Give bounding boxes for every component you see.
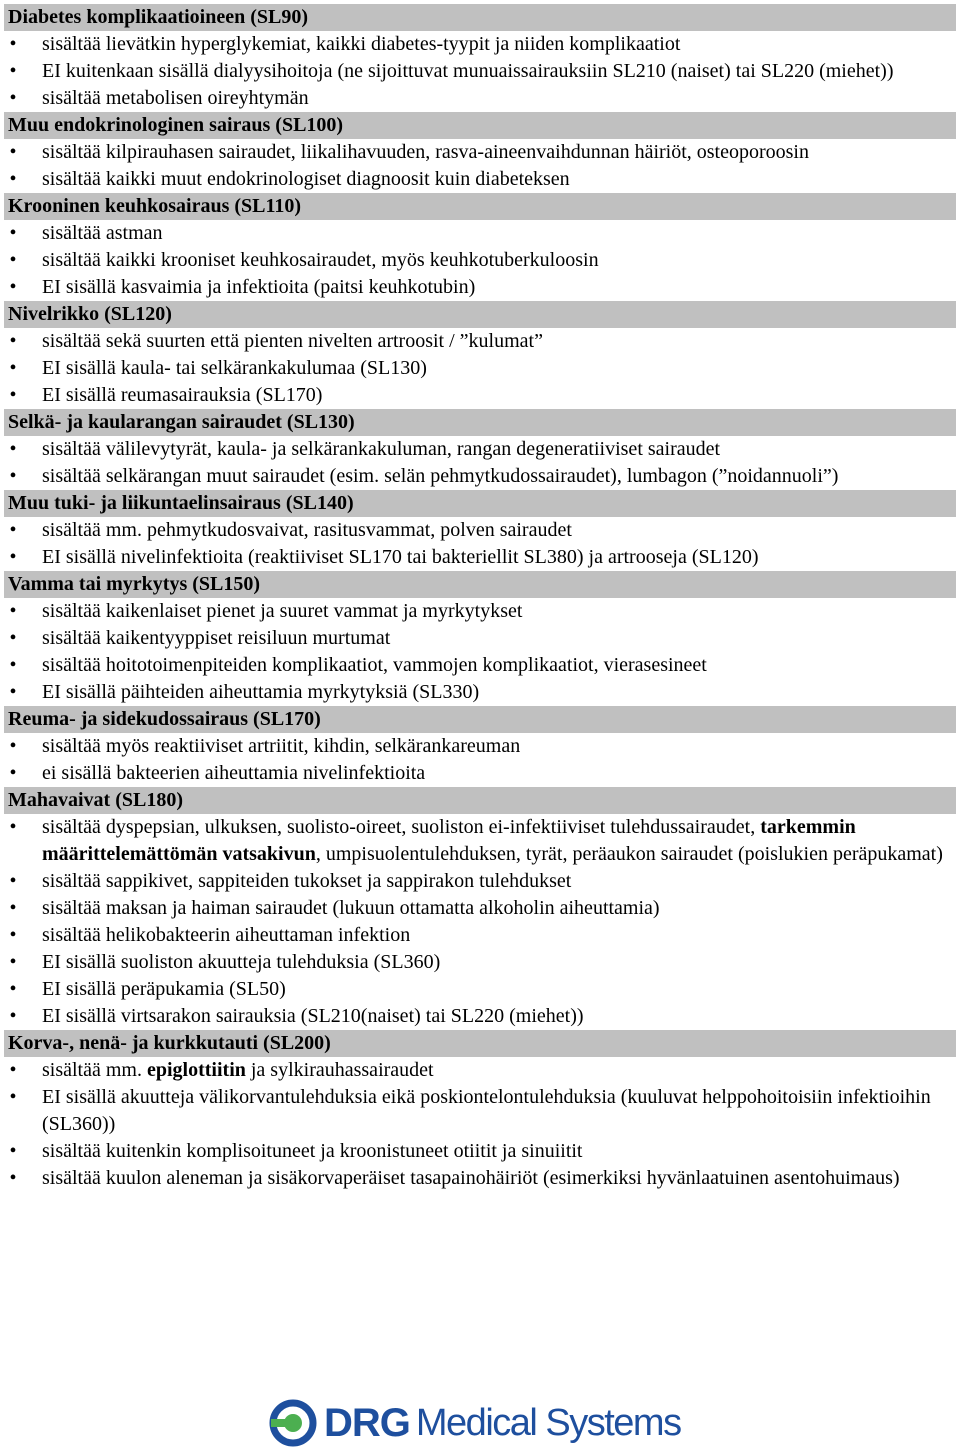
section-header: Reuma- ja sidekudossairaus (SL170): [4, 706, 956, 733]
item-text: ja sylkirauhassairaudet: [245, 1059, 434, 1081]
item-text: sisältää maksan ja haiman sairaudet (lukuun ottamatta alkoholin aiheuttamia): [42, 897, 660, 919]
list-item: [4, 355, 956, 382]
item-text: , umpisuolentulehduksen, tyrät, peräaukon sairaudet (poislukien peräpukamat): [315, 843, 943, 865]
bullet-icon: •: [9, 600, 17, 622]
section-items: [4, 436, 956, 490]
bullet-icon: •: [9, 951, 17, 973]
item-text: sisältää sappikivet, sappiteiden tukokset ja sappirakon tulehdukset: [42, 870, 572, 892]
section: [4, 787, 956, 1030]
drg-logo-icon: [268, 1398, 318, 1448]
logo-text: Medical Systems: [415, 1401, 681, 1444]
section-items: [4, 139, 956, 193]
bullet-icon: •: [9, 1140, 17, 1162]
item-text: sisältää astman: [42, 222, 163, 244]
list-item: [4, 679, 956, 706]
bullet-icon: •: [9, 276, 17, 298]
section: [4, 193, 956, 301]
section-items: [4, 598, 956, 706]
bullet-icon: •: [9, 735, 17, 757]
section-items: [4, 328, 956, 409]
bullet-icon: •: [9, 60, 17, 82]
list-item: [4, 31, 956, 58]
list-item: [4, 247, 956, 274]
list-item: [4, 436, 956, 463]
section-header: Muu tuki- ja liikuntaelinsairaus (SL140): [4, 490, 956, 517]
item-text: EI sisällä virtsarakon sairauksia (SL210(naiset) tai SL220 (miehet)): [42, 1005, 584, 1027]
list-item: [4, 895, 956, 922]
bullet-icon: •: [9, 357, 17, 379]
list-item: [4, 220, 956, 247]
item-text: sisältää kaikentyyppiset reisiluun murtumat: [42, 627, 391, 649]
bullet-icon: •: [9, 924, 17, 946]
bullet-icon: •: [9, 168, 17, 190]
section-header: Selkä- ja kaularangan sairaudet (SL130): [4, 409, 956, 436]
list-item: [4, 652, 956, 679]
section: [4, 112, 956, 193]
bullet-icon: •: [9, 627, 17, 649]
bullet-icon: •: [9, 762, 17, 784]
list-item: [4, 625, 956, 652]
section-items: [4, 1057, 956, 1192]
bullet-icon: •: [9, 222, 17, 244]
item-text: EI sisällä peräpukamia (SL50): [42, 978, 286, 1000]
list-item: [4, 922, 956, 949]
bullet-icon: •: [9, 897, 17, 919]
list-item: [4, 328, 956, 355]
item-text: EI sisällä reumasairauksia (SL170): [42, 384, 323, 406]
document-body: [4, 4, 956, 1192]
section: [4, 490, 956, 571]
item-text: sisältää dyspepsian, ulkuksen, suolisto-oireet, suoliston ei-infektiiviset tulehdussairaudet,: [42, 816, 761, 838]
item-text: sisältää kaikki krooniset keuhkosairaudet, myös keuhkotuberkuloosin: [42, 249, 599, 271]
item-text: sisältää kaikki muut endokrinologiset diagnoosit kuin diabeteksen: [42, 168, 570, 190]
item-text: sisältää välilevytyrät, kaula- ja selkärankakuluman, rangan degeneratiiviset sairaudet: [42, 438, 721, 460]
bold-text: epiglottiitin: [146, 1059, 246, 1081]
section: [4, 301, 956, 409]
bullet-icon: •: [9, 33, 17, 55]
logo-brand: DRG: [324, 1400, 410, 1445]
section: [4, 571, 956, 706]
list-item: [4, 463, 956, 490]
list-item: [4, 58, 956, 85]
section-header: Vamma tai myrkytys (SL150): [4, 571, 956, 598]
section: [4, 409, 956, 490]
section-header: Mahavaivat (SL180): [4, 787, 956, 814]
item-text: sisältää metabolisen oireyhtymän: [42, 87, 309, 109]
item-text: sisältää myös reaktiiviset artriitit, kihdin, selkärankareuman: [42, 735, 521, 757]
list-item: [4, 1057, 956, 1084]
bullet-icon: •: [9, 438, 17, 460]
list-item: [4, 760, 956, 787]
section-items: [4, 814, 956, 1030]
section: [4, 706, 956, 787]
list-item: [4, 733, 956, 760]
bullet-icon: •: [9, 654, 17, 676]
bullet-icon: •: [9, 249, 17, 271]
section-header: Nivelrikko (SL120): [4, 301, 956, 328]
item-text: sisältää hoitotoimenpiteiden komplikaatiot, vammojen komplikaatiot, vierasesineet: [42, 654, 707, 676]
bullet-icon: •: [9, 870, 17, 892]
list-item: [4, 166, 956, 193]
list-item: [4, 139, 956, 166]
item-text: sisältää helikobakteerin aiheuttaman infektion: [42, 924, 411, 946]
list-item: [4, 1165, 956, 1192]
section: [4, 4, 956, 112]
item-text: EI sisällä nivelinfektioita (reaktiiviset SL170 tai bakteriellit SL380) ja artrooseja (SL120): [42, 546, 759, 568]
item-text: sisältää kilpirauhasen sairaudet, liikalihavuuden, rasva-aineenvaihdunnan häiriöt, osteoporoosin: [42, 141, 809, 163]
list-item: [4, 814, 956, 868]
bullet-icon: •: [9, 519, 17, 541]
bullet-icon: •: [9, 465, 17, 487]
bullet-icon: •: [9, 1059, 17, 1081]
list-item: [4, 382, 956, 409]
item-text: sisältää lievätkin hyperglykemiat, kaikki diabetes-tyypit ja niiden komplikaatiot: [42, 33, 681, 55]
section-header: Muu endokrinologinen sairaus (SL100): [4, 112, 956, 139]
item-text: sisältää mm.: [42, 1059, 147, 1081]
company-logo: [268, 1398, 681, 1448]
item-text: EI sisällä suoliston akuutteja tulehduksia (SL360): [42, 951, 441, 973]
bullet-icon: •: [9, 87, 17, 109]
section-items: [4, 220, 956, 301]
item-text: EI sisällä kasvaimia ja infektioita (paitsi keuhkotubin): [42, 276, 476, 298]
bullet-icon: •: [9, 1086, 17, 1108]
list-item: [4, 274, 956, 301]
list-item: [4, 949, 956, 976]
list-item: [4, 517, 956, 544]
list-item: [4, 85, 956, 112]
bullet-icon: •: [9, 1167, 17, 1189]
list-item: [4, 1003, 956, 1030]
list-item: [4, 976, 956, 1003]
item-text: sisältää kuitenkin komplisoituneet ja kroonistuneet otiitit ja sinuiitit: [42, 1140, 583, 1162]
item-text: sisältää mm. pehmytkudosvaivat, rasitusvammat, polven sairaudet: [42, 519, 572, 541]
bullet-icon: •: [9, 978, 17, 1000]
bullet-icon: •: [9, 1005, 17, 1027]
bullet-icon: •: [9, 330, 17, 352]
list-item: [4, 868, 956, 895]
section-items: [4, 733, 956, 787]
section-items: [4, 517, 956, 571]
list-item: [4, 598, 956, 625]
item-text: sisältää kaikenlaiset pienet ja suuret vammat ja myrkytykset: [42, 600, 523, 622]
item-text: ei sisällä bakteerien aiheuttamia nivelinfektioita: [42, 762, 426, 784]
bullet-icon: •: [9, 141, 17, 163]
item-text: EI sisällä päihteiden aiheuttamia myrkytyksiä (SL330): [42, 681, 480, 703]
bullet-icon: •: [9, 816, 17, 838]
section-header: Diabetes komplikaatioineen (SL90): [4, 4, 956, 31]
bold-text: tarkemmin määrittelemättömän vatsakivun: [42, 816, 856, 865]
bullet-icon: •: [9, 384, 17, 406]
bullet-icon: •: [9, 681, 17, 703]
section-header: Korva-, nenä- ja kurkkutauti (SL200): [4, 1030, 956, 1057]
item-text: EI kuitenkaan sisällä dialyysihoitoja (ne sijoittuvat munuaissairauksiin SL210 (naiset) tai SL220 (miehet)): [42, 60, 894, 82]
list-item: [4, 1084, 956, 1138]
item-text: EI sisällä akuutteja välikorvantulehduksia eikä poskiontelontulehduksia (kuuluvat helppohoitoisiin infektioihin (SL360)): [42, 1086, 931, 1135]
bullet-icon: •: [9, 546, 17, 568]
section-items: [4, 31, 956, 112]
section: [4, 1030, 956, 1192]
item-text: sisältää selkärangan muut sairaudet (esim. selän pehmytkudossairaudet), lumbagon (”noidannuoli”): [42, 465, 839, 487]
item-text: EI sisällä kaula- tai selkärankakulumaa (SL130): [42, 357, 427, 379]
item-text: sisältää sekä suurten että pienten nivelten artroosit / ”kulumat”: [42, 330, 543, 352]
footer: [0, 1396, 960, 1452]
section-header: Krooninen keuhkosairaus (SL110): [4, 193, 956, 220]
item-text: sisältää kuulon aleneman ja sisäkorvaperäiset tasapainohäiriöt (esimerkiksi hyvänlaatuinen asentohuimaus): [42, 1167, 900, 1189]
list-item: [4, 1138, 956, 1165]
list-item: [4, 544, 956, 571]
